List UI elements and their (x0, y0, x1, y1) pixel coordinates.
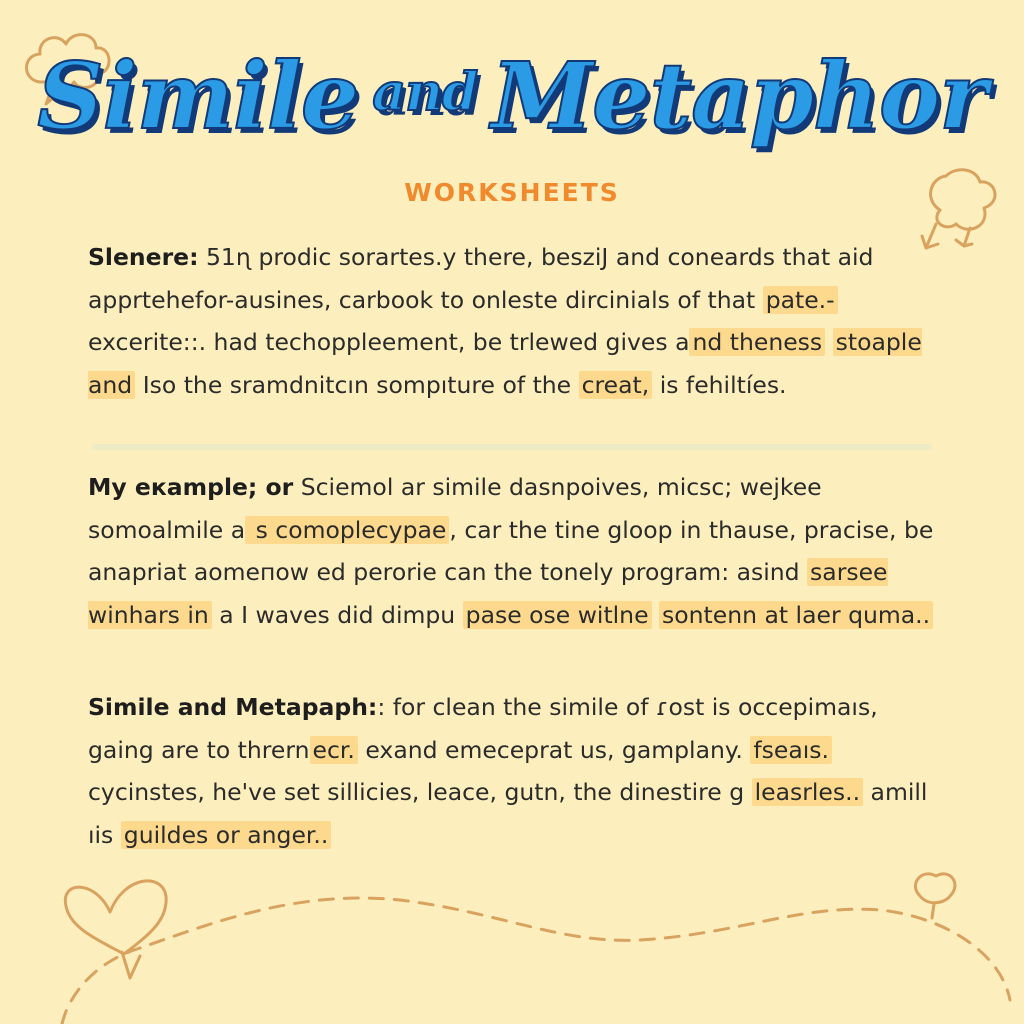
arrow-doodle-icon-2 (956, 228, 972, 246)
title-word-simile: Simile (37, 42, 359, 150)
highlighted-text: guildes or anger.. (121, 821, 332, 849)
paragraph-3: Simile and Metapaph:: for clean the simile of ɾost is occepimaıs, gaing are to thrern ecr. exand emeceprat us, gamplany. fseaıs. cycinstes, he've set sillicies, leace, gutn, the dinestire g leasrles.. amill ıis guildes or anger.. (88, 693, 928, 849)
highlighted-text: s comoplecypae (245, 516, 449, 544)
paragraph-lead: Slenere: (88, 243, 199, 271)
highlighted-text: sontenn at laer quma.. (659, 601, 933, 629)
worksheet-title (0, 42, 1024, 150)
highlighted-text: stoaple and (88, 328, 922, 399)
highlighted-text: pase ose witlne (463, 601, 652, 629)
small-bubble-tail-icon (932, 904, 934, 918)
section-divider (92, 444, 932, 450)
highlighted-text: creat, (579, 371, 653, 399)
worksheet-subtitle: WORKSHEETS (404, 178, 620, 207)
title-word-and: and (372, 62, 478, 123)
paragraph-lead: Simile and Metapaph: (88, 693, 378, 721)
paragraph-lead: My eкample; or (88, 473, 294, 501)
highlighted-text: fseaıs. (750, 736, 832, 764)
dashed-wave-line (62, 898, 1010, 1024)
highlighted-text: nd theness (689, 328, 825, 356)
heart-tail-icon (122, 952, 140, 978)
paragraph-1: Slenere: 51ɳ prodic sorartes.y there, besziJ and coneards that aid apprtehefor-ausines, carbook to onleste dircinials of that pate.- excerite::. had techoppleement, be trlewed gives a nd theness stoaple and Iso the sramdnitcın sompıture of the creat, is fehiltíes. (88, 243, 922, 399)
paragraph-2: My eкample; or Sciemol ar simile dasnpoives, micsc; wejkee somoalmile a s comoplecypae , car the tine gloop in thause, pracise, be anapriat aomeпow ed perorie can the tonely program: asind sarsee winhars in a I waves did dimpu pase ose witlne sontenn at laer quma.. (88, 473, 934, 629)
title-word-metaphor: Metaphor (491, 42, 987, 150)
highlighted-text: sarsee winhars in (88, 558, 888, 629)
small-bubble-icon (915, 874, 954, 903)
highlighted-text: ecr. (310, 736, 358, 764)
highlighted-text: leasrles.. (752, 778, 863, 806)
heart-icon (65, 881, 166, 954)
highlighted-text: pate.- (763, 286, 838, 314)
